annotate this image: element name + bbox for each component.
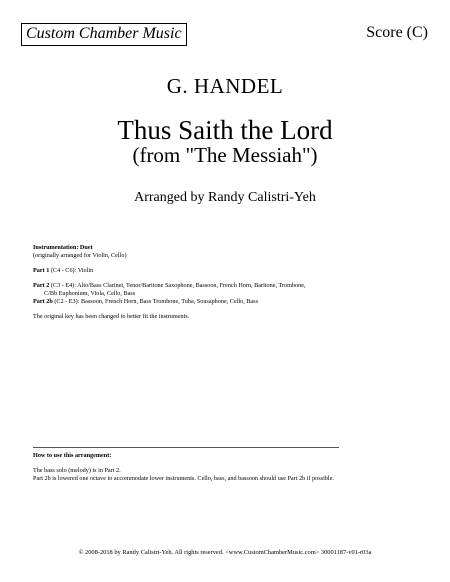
part1-text: (C4 - C6): Violin <box>49 267 94 274</box>
piece-subtitle: (from "The Messiah") <box>132 143 318 167</box>
composer-name: G. HANDEL <box>166 74 284 98</box>
publisher-label: Custom Chamber Music <box>21 23 187 46</box>
part2b-text: (C2 - E3): Bassoon, French Horn, Bass Trombone, Tuba, Sousaphone, Cello, Bass <box>52 298 258 305</box>
copyright-footer: © 2008-2018 by Randy Calistri-Yeh. All rights reserved. <www.CustomChamberMusic.com> 30001187-v01-r03a <box>78 549 372 556</box>
part2-line <box>33 282 306 290</box>
part2-text: (C3 - E4): Alto/Bass Clarinet, Tenor/Baritone Saxophone, Bassoon, French Horn, Baritone, Trombone, <box>49 282 306 289</box>
howto-section <box>33 452 334 483</box>
score-type-label: Score (C) <box>366 24 428 41</box>
arranger-credit: Arranged by Randy Calistri-Yeh <box>134 190 316 205</box>
howto-line-2: Part 2b is lowered one octave to accommodate lower instruments. Cello, bass, and bassoon should use Part 2b if possible. <box>33 475 334 482</box>
part1-line <box>33 267 306 275</box>
piece-title: Thus Saith the Lord <box>117 115 333 145</box>
part2b-label: Part 2b <box>33 298 53 305</box>
part1-label: Part 1 <box>33 267 50 274</box>
key-change-note: The original key has been changed to better fit the instruments. <box>33 313 190 320</box>
part2-label: Part 2 <box>33 282 50 289</box>
instrumentation-note: (originally arranged for Violin, Cello) <box>33 252 127 259</box>
section-divider <box>33 447 339 448</box>
instrumentation-heading: Instrumentation: Duet <box>33 244 93 251</box>
part2-text-continued: C/Bb Euphonium, Viola, Cello, Bass <box>44 290 136 297</box>
part2b-line <box>33 298 306 306</box>
howto-heading: How to use this arrangement: <box>33 452 112 459</box>
instrumentation-section <box>33 244 306 321</box>
howto-line-1: The bass solo (melody) is in Part 2. <box>33 467 121 474</box>
